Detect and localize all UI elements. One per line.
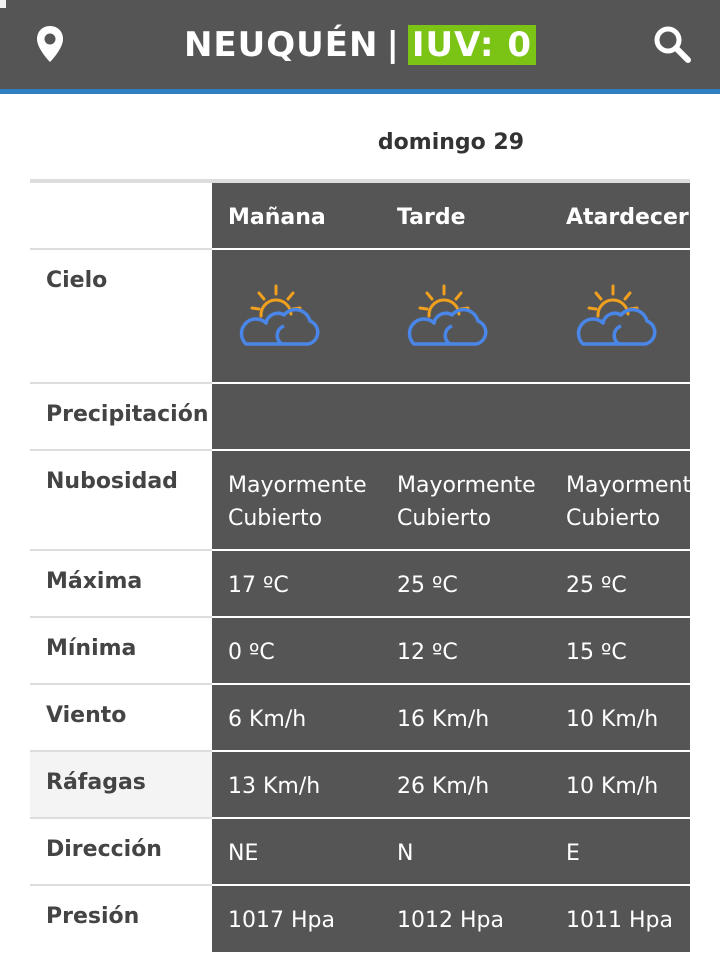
row-label: Dirección bbox=[30, 819, 212, 886]
table-row-maxima bbox=[30, 551, 690, 618]
table-row-direccion bbox=[30, 819, 690, 886]
forecast-date: domingo 29 bbox=[377, 130, 525, 155]
value-line: Cubierto bbox=[566, 506, 661, 531]
row-values bbox=[212, 752, 690, 819]
page-title bbox=[0, 24, 720, 66]
partly-cloudy-sun-icon bbox=[402, 284, 490, 350]
table-row-presion bbox=[30, 886, 690, 952]
partly-cloudy-sun-icon bbox=[571, 284, 659, 350]
value-cell: 1012 Hpa bbox=[397, 908, 504, 933]
header-cells bbox=[212, 183, 690, 250]
row-values bbox=[212, 250, 690, 384]
row-values bbox=[212, 551, 690, 618]
header-corner-cell bbox=[30, 183, 212, 250]
value-line: Cubierto bbox=[228, 506, 323, 531]
value-line: Mayormente bbox=[228, 473, 367, 498]
value-cell: 25 ºC bbox=[397, 573, 458, 598]
value-cell bbox=[228, 469, 367, 535]
value-cell: 6 Km/h bbox=[228, 707, 307, 732]
value-cell: E bbox=[566, 841, 580, 866]
value-line: Mayormente bbox=[397, 473, 536, 498]
row-values bbox=[212, 819, 690, 886]
row-label: Viento bbox=[30, 685, 212, 752]
table-header-row bbox=[30, 183, 690, 250]
value-cell bbox=[397, 469, 536, 535]
table-row-nubosidad bbox=[30, 451, 705, 551]
value-cell: 10 Km/h bbox=[566, 707, 659, 732]
top-bar-accent bbox=[0, 0, 6, 8]
row-label: Mínima bbox=[30, 618, 212, 685]
row-values bbox=[212, 886, 690, 952]
value-cell: 26 Km/h bbox=[397, 774, 490, 799]
search-icon[interactable] bbox=[652, 24, 692, 64]
table-row-cielo bbox=[30, 250, 690, 384]
value-cell: 17 ºC bbox=[228, 573, 289, 598]
city-name: NEUQUÉN bbox=[183, 25, 379, 65]
table-row-precipitacion bbox=[30, 384, 690, 451]
row-label: Precipitación bbox=[30, 384, 212, 451]
value-cell bbox=[566, 469, 705, 535]
column-header-tarde: Tarde bbox=[397, 205, 466, 230]
value-cell: 1017 Hpa bbox=[228, 908, 335, 933]
uv-index-badge: IUV: 0 bbox=[408, 25, 536, 65]
value-cell: 15 ºC bbox=[566, 640, 627, 665]
row-values bbox=[212, 451, 705, 551]
row-label: Ráfagas bbox=[30, 752, 212, 819]
row-label: Cielo bbox=[30, 250, 212, 384]
column-header-atardecer: Atardecer bbox=[566, 205, 689, 230]
value-cell: 25 ºC bbox=[566, 573, 627, 598]
partly-cloudy-sun-icon bbox=[234, 284, 322, 350]
row-label: Nubosidad bbox=[30, 451, 212, 551]
table-row-minima bbox=[30, 618, 690, 685]
value-cell: 1011 Hpa bbox=[566, 908, 673, 933]
row-values bbox=[212, 618, 690, 685]
row-label: Presión bbox=[46, 904, 140, 929]
value-cell: 13 Km/h bbox=[228, 774, 321, 799]
row-values bbox=[212, 685, 690, 752]
value-cell: NE bbox=[228, 841, 259, 866]
column-header-manana: Mañana bbox=[228, 205, 326, 230]
value-line: Cubierto bbox=[397, 506, 492, 531]
top-bar-underline bbox=[0, 89, 720, 94]
table-row-viento bbox=[30, 685, 690, 752]
table-row-rafagas bbox=[30, 752, 690, 819]
value-cell: 16 Km/h bbox=[397, 707, 490, 732]
title-separator: | bbox=[386, 25, 400, 65]
value-cell: N bbox=[397, 841, 414, 866]
value-cell: 12 ºC bbox=[397, 640, 458, 665]
value-cell: 0 ºC bbox=[228, 640, 275, 665]
row-values bbox=[212, 384, 690, 451]
row-label: Máxima bbox=[30, 551, 212, 618]
value-line: Mayormente bbox=[566, 473, 705, 498]
value-cell: 10 Km/h bbox=[566, 774, 659, 799]
top-bar bbox=[0, 0, 720, 94]
